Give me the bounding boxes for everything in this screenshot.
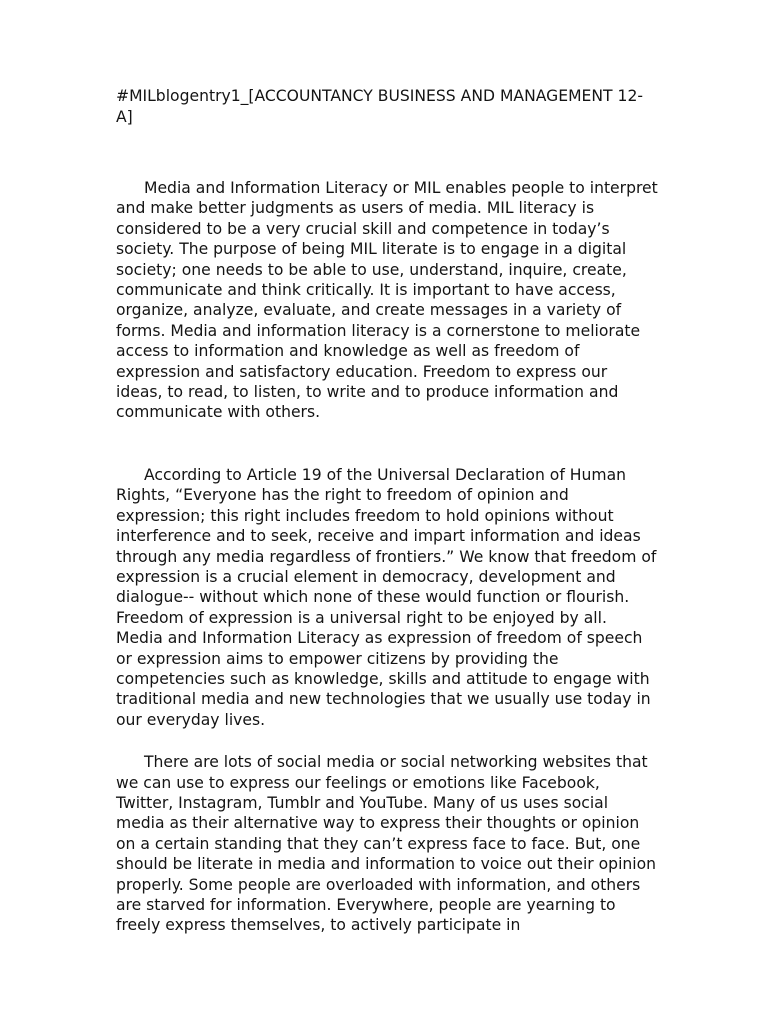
paragraph-social-media: There are lots of social media or social networking websites that we can use to express our feelings or emotions like Facebook, Twitter, Instagram, Tumblr and YouTube. Many of us uses social media as their alternative way to express their thoughts or opinion on a certain standing that they can’t express face to face. But, one should be literate in media and information to voice out their opinion properly. Some people are overloaded with information, and others are starved for information. Everywhere, people are yearning to freely express themselves, to actively participate in (116, 753, 657, 935)
document-title: #MILblogentry1_[ACCOUNTANCY BUSINESS AND MANAGEMENT 12-A] (116, 87, 643, 126)
paragraph-mil-definition: Media and Information Literacy or MIL enables people to interpret and make better judgments as users of media. MIL literacy is considered to be a very crucial skill and competence in today’s society. The purpose of being MIL literate is to engage in a digital society; one needs to be able to use, understand, inquire, create, communicate and think critically. It is important to have access, organize, analyze, evaluate, and create messages in a variety of forms. Media and information literacy is a cornerstone to meliorate access to information and knowledge as well as freedom of expression and satisfactory education. Freedom to express our ideas, to read, to listen, to write and to produce information and communicate with others. (116, 179, 658, 422)
paragraph-article-19: According to Article 19 of the Universal Declaration of Human Rights, “Everyone has the right to freedom of opinion and expression; this right includes freedom to hold opinions without interference and to seek, receive and impart information and ideas through any media regardless of frontiers.” We know that freedom of expression is a crucial element in democracy, development and dialogue-- without which none of these would function or flourish. Freedom of expression is a universal right to be enjoyed by all. Media and Information Literacy as expression of freedom of speech or expression aims to empower citizens by providing the competencies such as knowledge, skills and attitude to engage with traditional media and new technologies that we usually use today in our everyday lives. (116, 465, 657, 729)
